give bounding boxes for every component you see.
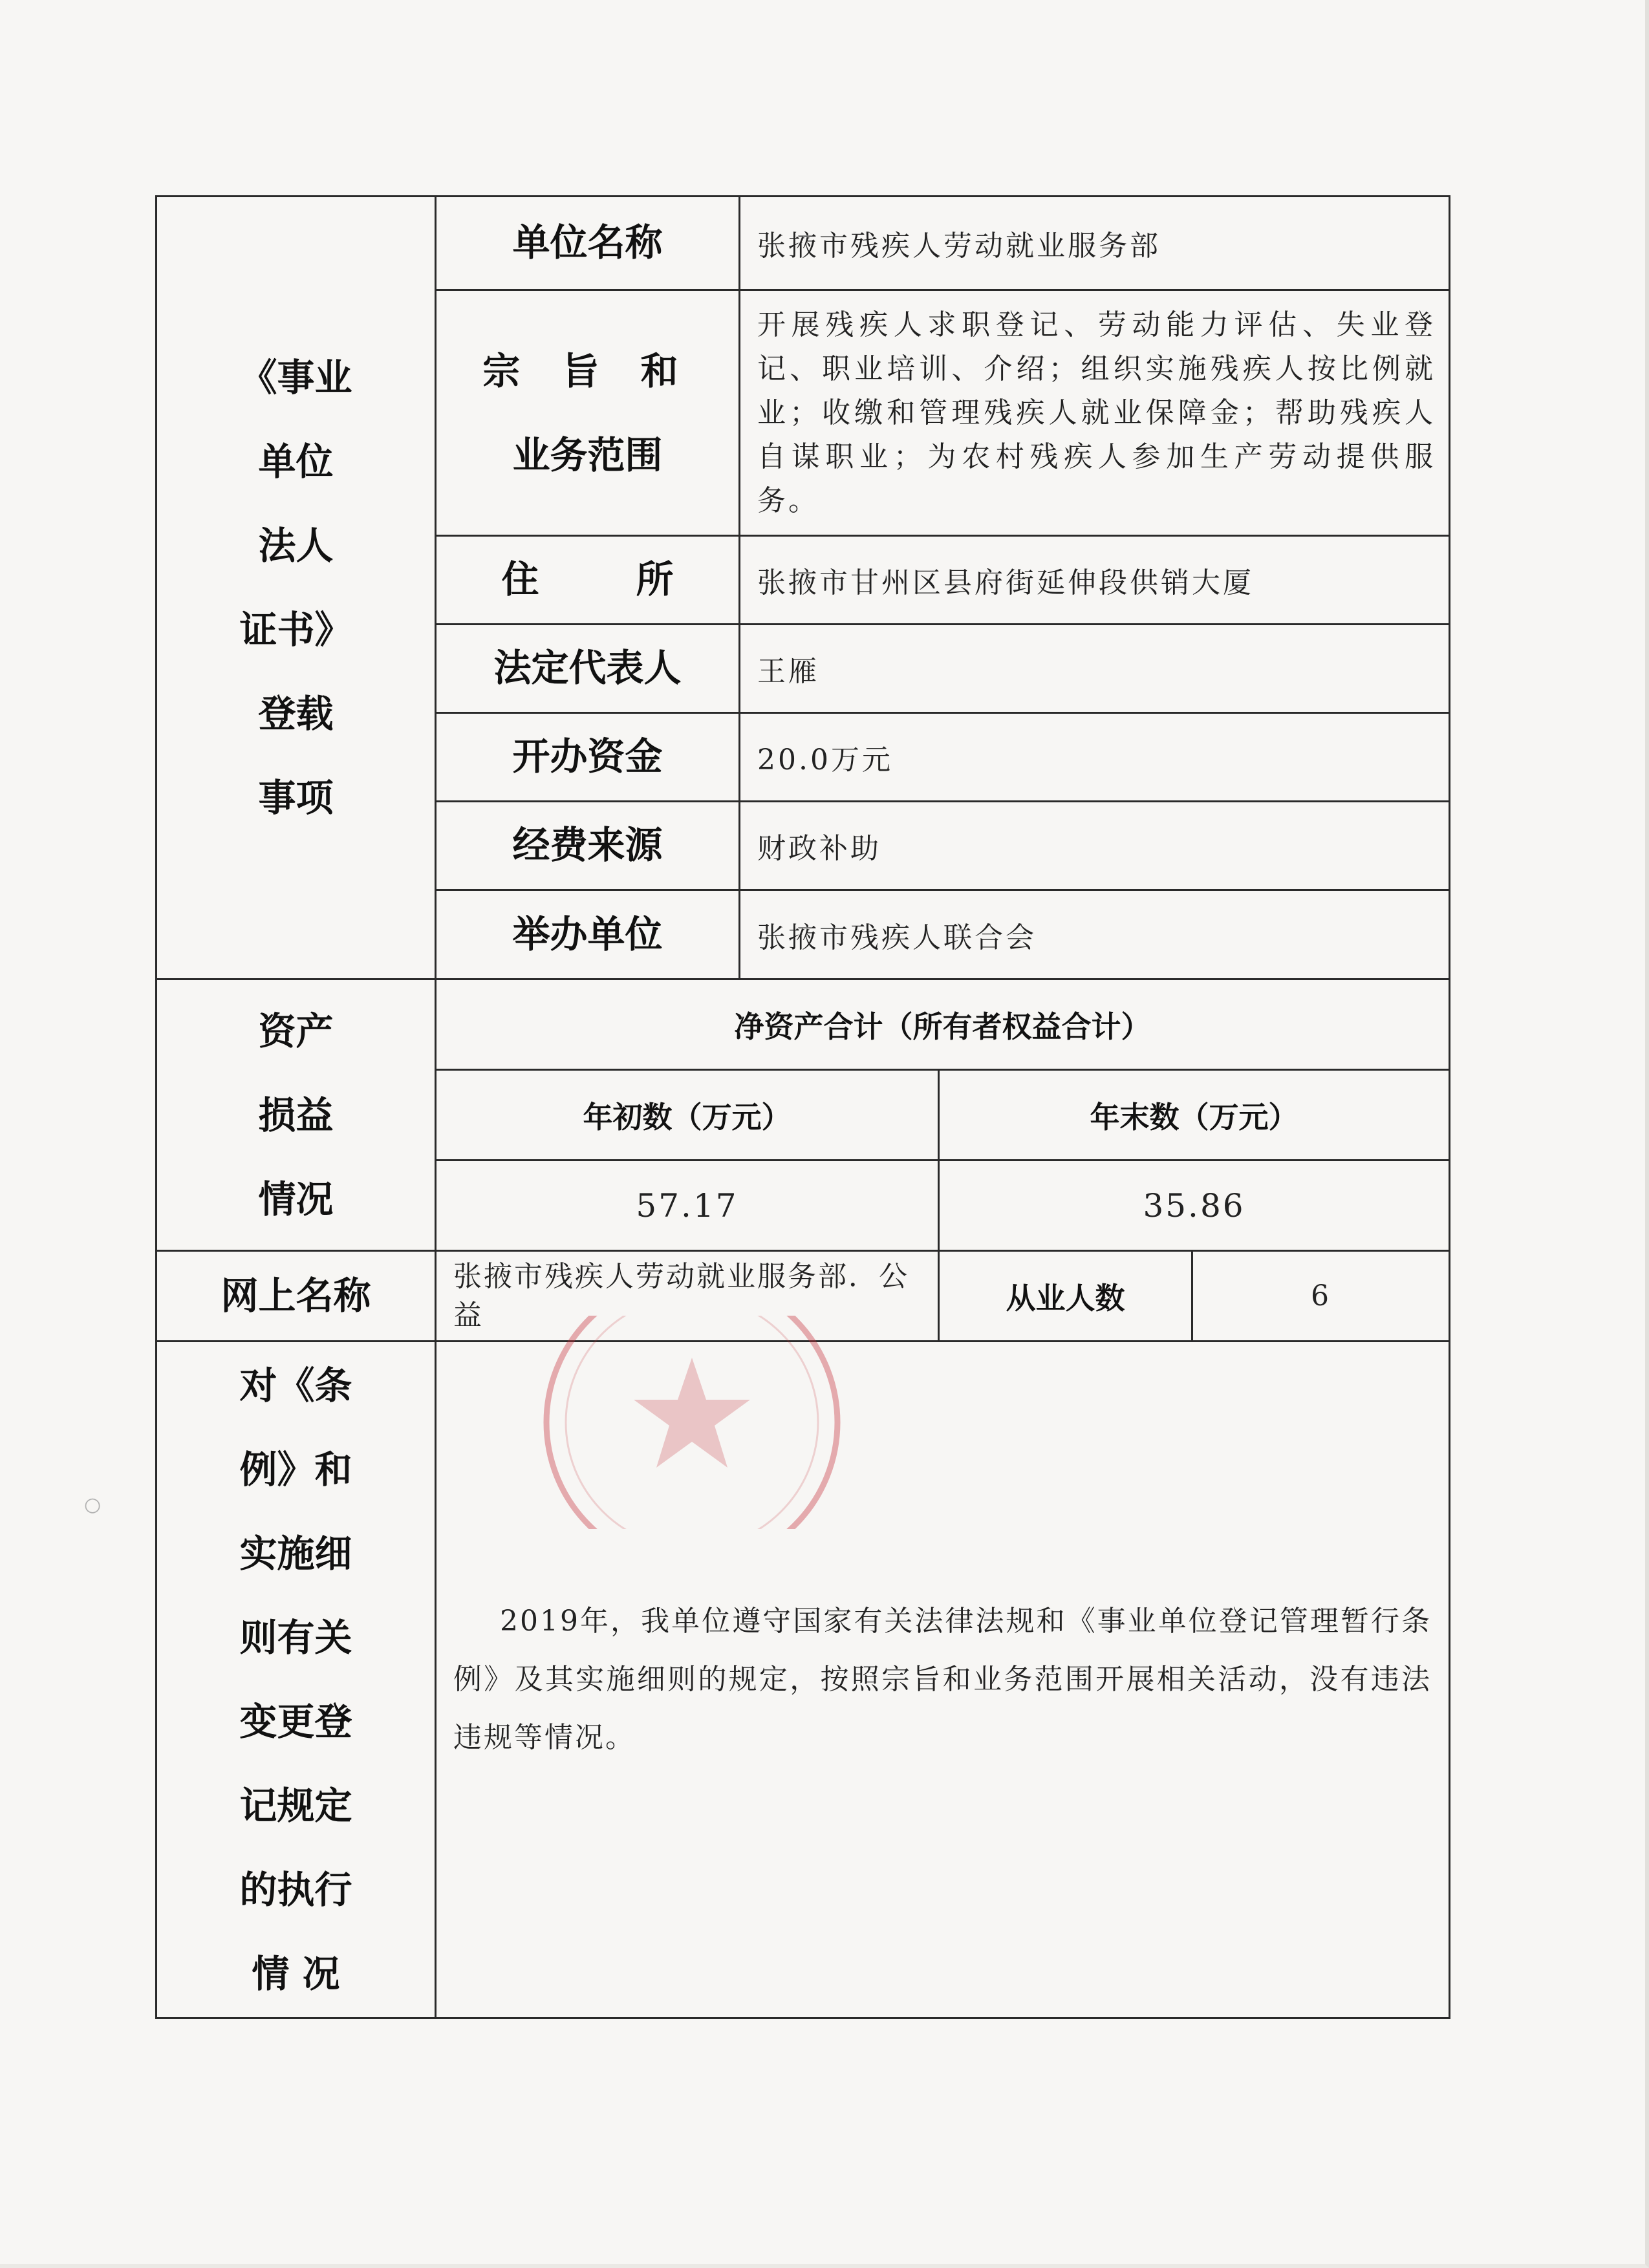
capital-label: 开办资金 <box>436 713 740 802</box>
row-unit-name <box>156 197 1450 290</box>
scan-speck-icon: ○ <box>84 1493 102 1516</box>
execution-statement-text: 2019年，我单位遵守国家有关法律法规和《事业单位登记管理暂行条例》及其实施细则的规定，按照宗旨和业务范围开展相关活动，没有违法违规等情况。 <box>453 1605 1432 1754</box>
staff-count-value: 6 <box>1192 1251 1450 1342</box>
section-label-line: 对《条 <box>239 1364 352 1407</box>
section-label-line: 损益 <box>258 1093 334 1137</box>
online-name-value: 张掖市残疾人劳动就业服务部．公益 <box>436 1251 939 1342</box>
section-label-line: 实施细 <box>239 1532 352 1576</box>
section-label-line: 例》和 <box>239 1448 352 1492</box>
year-end-value: 35.86 <box>939 1161 1450 1251</box>
section-label-line: 证书》 <box>239 608 352 652</box>
execution-section-label <box>156 1342 436 2018</box>
row-online-name <box>156 1251 1450 1342</box>
address-label <box>436 536 740 625</box>
net-assets-header: 净资产合计（所有者权益合计） <box>436 979 1450 1070</box>
sponsor-value: 张掖市残疾人联合会 <box>740 890 1450 979</box>
address-label-char: 住 <box>501 557 539 602</box>
address-value: 张掖市甘州区县府街延伸段供销大厦 <box>740 536 1450 625</box>
section-label-line: 登载 <box>258 692 334 736</box>
section-label-line: 事项 <box>258 776 334 820</box>
section-label-line: 变更登 <box>239 1700 352 1744</box>
row-assets-header <box>156 979 1450 1070</box>
registration-form-table <box>155 195 1450 2019</box>
sponsor-label: 举办单位 <box>436 890 740 979</box>
section-label-line: 的执行 <box>239 1868 352 1912</box>
section-label-line: 记规定 <box>239 1784 352 1828</box>
row-execution <box>156 1342 1450 2018</box>
purpose-scope-label-line: 业务范围 <box>512 433 663 477</box>
unit-name-label: 单位名称 <box>436 197 740 290</box>
execution-statement <box>436 1342 1450 2018</box>
legal-rep-value: 王雁 <box>740 625 1450 713</box>
assets-section-label <box>156 979 436 1251</box>
purpose-scope-value: 开展残疾人求职登记、劳动能力评估、失业登记、职业培训、介绍；组织实施残疾人按比例就业；收缴和管理残疾人就业保障金；帮助残疾人自谋职业；为农村残疾人参加生产劳动提供服务。 <box>740 290 1450 536</box>
funding-source-value: 财政补助 <box>740 802 1450 890</box>
section-label-line: 法人 <box>258 524 334 568</box>
capital-value: 20.0万元 <box>740 713 1450 802</box>
section-label-line: 资产 <box>258 1009 334 1053</box>
section-label-line: 情况 <box>258 1177 334 1221</box>
staff-count-label: 从业人数 <box>939 1251 1192 1342</box>
year-end-header: 年末数（万元） <box>939 1070 1450 1161</box>
funding-source-label: 经费来源 <box>436 802 740 890</box>
purpose-scope-label <box>436 290 740 536</box>
section-label-line: 情 况 <box>252 1952 340 1996</box>
address-label-char: 所 <box>636 557 674 602</box>
section-label-line: 《事业 <box>239 356 352 400</box>
purpose-scope-label-line: 宗 旨 和 <box>482 348 693 393</box>
legal-rep-label: 法定代表人 <box>436 625 740 713</box>
certificate-section-label <box>156 197 436 979</box>
year-start-value: 57.17 <box>436 1161 939 1251</box>
section-label-line: 单位 <box>258 440 334 484</box>
online-name-label: 网上名称 <box>156 1251 436 1342</box>
unit-name-value: 张掖市残疾人劳动就业服务部 <box>740 197 1450 290</box>
year-start-header: 年初数（万元） <box>436 1070 939 1161</box>
section-label-line: 则有关 <box>239 1616 352 1660</box>
